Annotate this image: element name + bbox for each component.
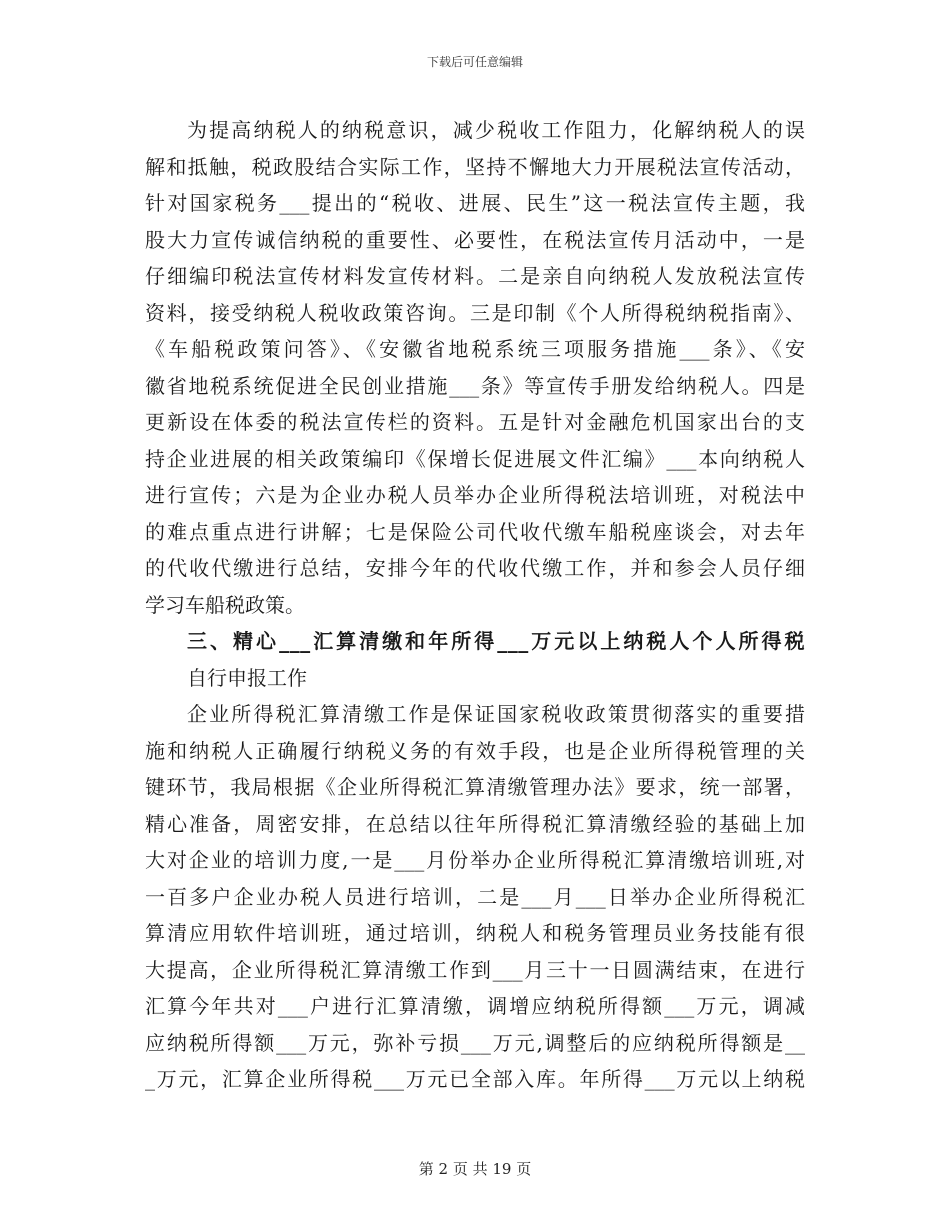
- text-line: _万元，汇算企业所得税___万元已全部入库。年所得___万元以上纳税: [145, 1067, 805, 1091]
- text-line: 一百多户企业办税人员进行培训，二是___月___日举办企业所得税汇: [145, 884, 805, 909]
- section-heading-continuation: 自行申报工作: [187, 665, 307, 690]
- text-line: 算清应用软件培训班，通过培训，纳税人和税务管理员业务技能有很: [145, 921, 805, 945]
- text-line: 学习车船税政策。: [145, 592, 305, 617]
- text-line: 施和纳税人正确履行纳税义务的有效手段，也是企业所得税管理的关: [145, 738, 805, 763]
- text-line: 为提高纳税人的纳税意识，减少税收工作阻力，化解纳税人的误: [187, 118, 805, 142]
- text-line: 大对企业的培训力度,一是___月份举办企业所得税汇算清缴培训班,对: [145, 848, 805, 872]
- text-line: 汇算今年共对___户进行汇算清缴，调增应纳税所得额___万元，调减: [145, 994, 805, 1018]
- text-line: 针对国家税务___提出的“税收、进展、民生”这一税法宣传主题，我: [145, 191, 805, 215]
- text-line: 精心准备，周密安排，在总结以往年所得税汇算清缴经验的基础上加: [145, 811, 805, 836]
- text-line: 键环节，我局根据《企业所得税汇算清缴管理办法》要求，统一部署，: [145, 775, 805, 799]
- page-header: 下载后可任意编辑: [426, 55, 523, 69]
- text-line: 持企业进展的相关政策编印《保增长促进展文件汇编》___本向纳税人: [145, 446, 805, 471]
- paragraph-1: [145, 112, 805, 623]
- text-line: 企业所得税汇算清缴工作是保证国家税收政策贯彻落实的重要措: [187, 702, 805, 726]
- text-line: 的难点重点进行讲解；七是保险公司代收代缴车船税座谈会，对去年: [145, 519, 805, 544]
- text-line: 《车船税政策问答》、《安徽省地税系统三项服务措施___条》、《安: [145, 337, 805, 361]
- section-heading: 三、精心___汇算清缴和年所得___万元以上纳税人个人所得税: [187, 629, 805, 653]
- text-line: 大提高，企业所得税汇算清缴工作到___月三十一日圆满结束，在进行: [145, 957, 805, 982]
- text-line: 资料，接受纳税人税收政策咨询。三是印制《个人所得税纳税指南》、: [145, 300, 805, 325]
- text-line: 进行宣传；六是为企业办税人员举办企业所得税法培训班，对税法中: [145, 483, 805, 507]
- text-line: 股大力宣传诚信纳税的重要性、必要性，在税法宣传月活动中，一是: [145, 227, 805, 252]
- text-line: 更新设在体委的税法宣传栏的资料。五是针对金融危机国家出台的支: [145, 410, 805, 434]
- text-line: 解和抵触，税政股结合实际工作，坚持不懈地大力开展税法宣传活动，: [145, 154, 805, 179]
- page-footer: 第 2 页 共 19 页: [418, 1160, 532, 1178]
- text-line: 应纳税所得额___万元，弥补亏损___万元,调整后的应纳税所得额是__: [145, 1030, 805, 1055]
- text-line: 徽省地税系统促进全民创业措施___条》等宣传手册发给纳税人。四是: [145, 373, 805, 398]
- text-line: 仔细编印税法宣传材料发宣传材料。二是亲自向纳税人发放税法宣传: [145, 264, 805, 288]
- paragraph-2: [145, 696, 805, 1098]
- text-line: 的代收代缴进行总结，安排今年的代收代缴工作，并和参会人员仔细: [145, 556, 805, 580]
- document-body: [145, 112, 805, 1098]
